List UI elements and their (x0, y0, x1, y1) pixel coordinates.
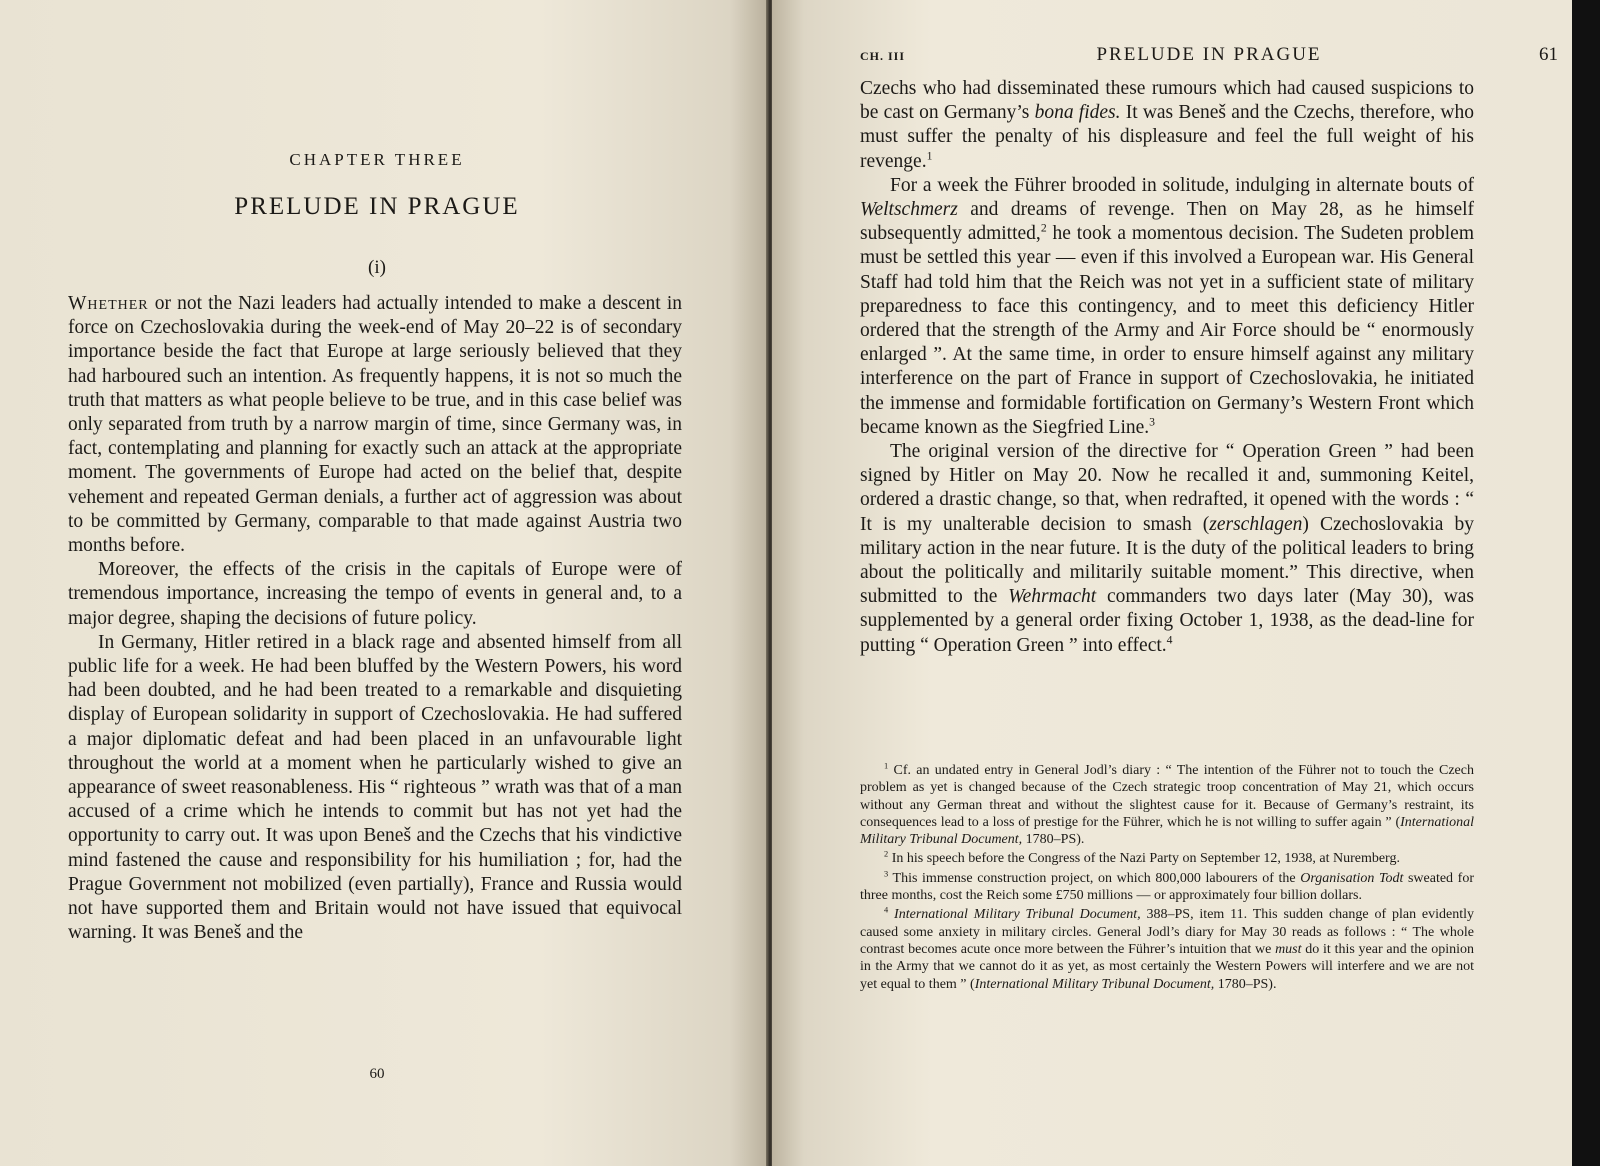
footnote (860, 906, 1474, 992)
italic-run: International Military Tribunal Document, (860, 814, 1474, 848)
italic-run: International Military Tribunal Document, (894, 907, 1141, 923)
text-run: 1780–PS). (1217, 976, 1277, 992)
text-run: For a week the Führer brooded in solitude, indulging in alternate bouts of (890, 174, 1474, 196)
footnote-number: 2 (884, 849, 889, 859)
footnote (860, 870, 1474, 905)
footnote (860, 850, 1474, 867)
paragraph: Moreover, the effects of the crisis in the capitals of Europe were of tremendous importance, increasing the tempo of events in general and, to a major degree, shaping the decisions of future policy. (68, 559, 682, 629)
running-head (860, 44, 1558, 68)
text-run: Czechs who had disseminated these rumours which had caused suspicions to be cast on Germany’s (860, 78, 1474, 124)
footnote-number: 4 (884, 905, 889, 915)
paragraph: In Germany, Hitler retired in a black rage and absented himself from all public life for a week. He had been bluffed by the Western Powers, his word had been doubted, and he had been treated to a remarkable and disquieting display of European solidarity in support of Czechoslovakia. He had suffered a major diplomatic defeat and had been placed in an unfavourable light throughout the world at a moment when he particularly wished to give an appearance of sweet reasonableness. His “ righteous ” wrath was that of a man accused of a crime which he intends to commit but has not yet had the opportunity to carry out. It was upon Beneš and the Czechs that his vindictive mind fastened the cause and responsibility for his humiliation ; for, had the Prague Government not mobilized (even partially), France and Russia would not have supported them and Britain would not have issued that equivocal warning. It was Beneš and the (68, 631, 682, 944)
chapter-label: CHAPTER THREE (289, 150, 465, 169)
italic-run: Organisation Todt (1300, 870, 1404, 886)
right-body-text (860, 77, 1474, 658)
paragraph (860, 77, 1474, 174)
footnote-ref: 3 (1149, 415, 1155, 429)
footnote-ref: 2 (1040, 221, 1047, 235)
chapter-title: PRELUDE IN PRAGUE (234, 193, 520, 220)
italic-run: bona fides. (1034, 102, 1121, 124)
text-run: In his speech before the Congress of the Nazi Party on September 12, 1938, at Nuremberg. (891, 851, 1400, 867)
text-run: It was Beneš and the Czechs, therefore, who must suffer the penalty of his displeasure and feel the full weight of his revenge. (860, 102, 1474, 172)
right-page (772, 0, 1572, 1166)
italic-run: must (1275, 941, 1302, 957)
drop-word: Whether (68, 293, 149, 314)
running-head-chapter: CH. III (860, 49, 906, 63)
text-run: sweated for three months, cost the Reich some £750 millions — or approximately four billion dollars. (860, 870, 1474, 904)
text-run: he took a momentous decision. The Sudeten problem must be settled this year — even if this involved a European war. His General Staff had told him that the Reich was not yet in a sufficient state of military preparedness to face this contingency, and to meet this deficiency Hitler ordered that the strength of the Army and Air Force should be “ enormously enlarged ”. At the same time, in order to ensure himself against any military interference on the part of France in support of Czechoslovakia, he initiated the immense and formidable fortification on Germany’s Western Front which became known as the Siegfried Line. (860, 223, 1474, 438)
running-head-title: PRELUDE IN PRAGUE (1096, 44, 1322, 65)
text-run: 1780–PS). (1025, 832, 1085, 848)
left-body-text (68, 292, 682, 945)
text-run: and dreams of revenge. Then on May 28, as he himself subsequently admitted, (860, 199, 1475, 245)
text-run: ) Czechoslovakia by military action in the near future. It is the duty of the political leaders to bring about the politically and militarily suitable moment.” This directive, when submitted to the (860, 513, 1474, 608)
italic-run: Weltschmerz (860, 199, 958, 221)
italic-run: zerschlagen (1209, 513, 1303, 535)
left-page (0, 0, 768, 1166)
paragraph (860, 174, 1474, 440)
paragraph (68, 292, 682, 558)
footnotes (860, 762, 1474, 995)
page-number: 61 (1539, 44, 1558, 65)
text-run: do it this year and the opinion in the Army that we cannot do it as yet, as most certainly the Western Powers will interfere and we are not yet equal to them ” ( (860, 941, 1475, 992)
text-run: commanders two days later (May 30), was supplemented by a general order fixing October 1, 1938, as the dead-line for putting “ Operation Green ” into effect. (860, 586, 1475, 656)
text-run: Cf. an undated entry in General Jodl’s diary : “ The intention of the Führer not to touch the Czech problem as yet is changed because of the Czech strategic troop concentration of May 21, which occurs without any German threat and without the slightest cause for it. Because of Germany’s restraint, its consequences lead to a loss of prestige for the Führer, which he is not willing to suffer again ” ( (860, 763, 1474, 830)
footnote-number: 3 (884, 869, 889, 879)
italic-run: Wehrmacht (1008, 586, 1097, 608)
text-run: 388–PS, item 11. This sudden change of plan evidently caused some anxiety in military circles. General Jodl’s diary for May 30 reads as follows : “ The whole contrast becomes acute once more between the Führer’s intuition that we (860, 907, 1475, 957)
footnote-number: 1 (884, 761, 889, 771)
paragraph (860, 440, 1474, 658)
background-edge (1572, 0, 1600, 1166)
footnote-ref: 1 (926, 149, 933, 163)
footnote (860, 762, 1474, 848)
text-run: This immense construction project, on which 800,000 labourers of the (892, 870, 1296, 886)
section-number: (i) (368, 257, 386, 278)
text-run: The original version of the directive for “ Operation Green ” had been signed by Hitler on May 20. Now he recalled it and, summoning Keitel, ordered a drastic change, so that, when redrafted, it opened with the words : “ It is my unalterable decision to smash ( (860, 441, 1474, 535)
footnote-ref: 4 (1166, 633, 1173, 647)
paragraph-text: or not the Nazi leaders had actually intended to make a descent in force on Czechoslovakia during the week-end of May 20–22 is of secondary importance beside the fact that Europe at large seriously believed that they had harboured such an intention. As frequently happens, it is not so much the truth that matters as what people believe to be true, and in this case belief was only separated from truth by a narrow margin of time, since Germany was, in fact, contemplating and planning for exactly such an attack at the appropriate moment. The governments of Europe had acted on the belief that, despite vehement and repeated German denials, a further act of aggression was about to be committed by Germany, comparable to that made against Austria two months before. (68, 293, 683, 557)
italic-run: International Military Tribunal Document, (974, 976, 1215, 992)
page-number: 60 (369, 1066, 385, 1082)
